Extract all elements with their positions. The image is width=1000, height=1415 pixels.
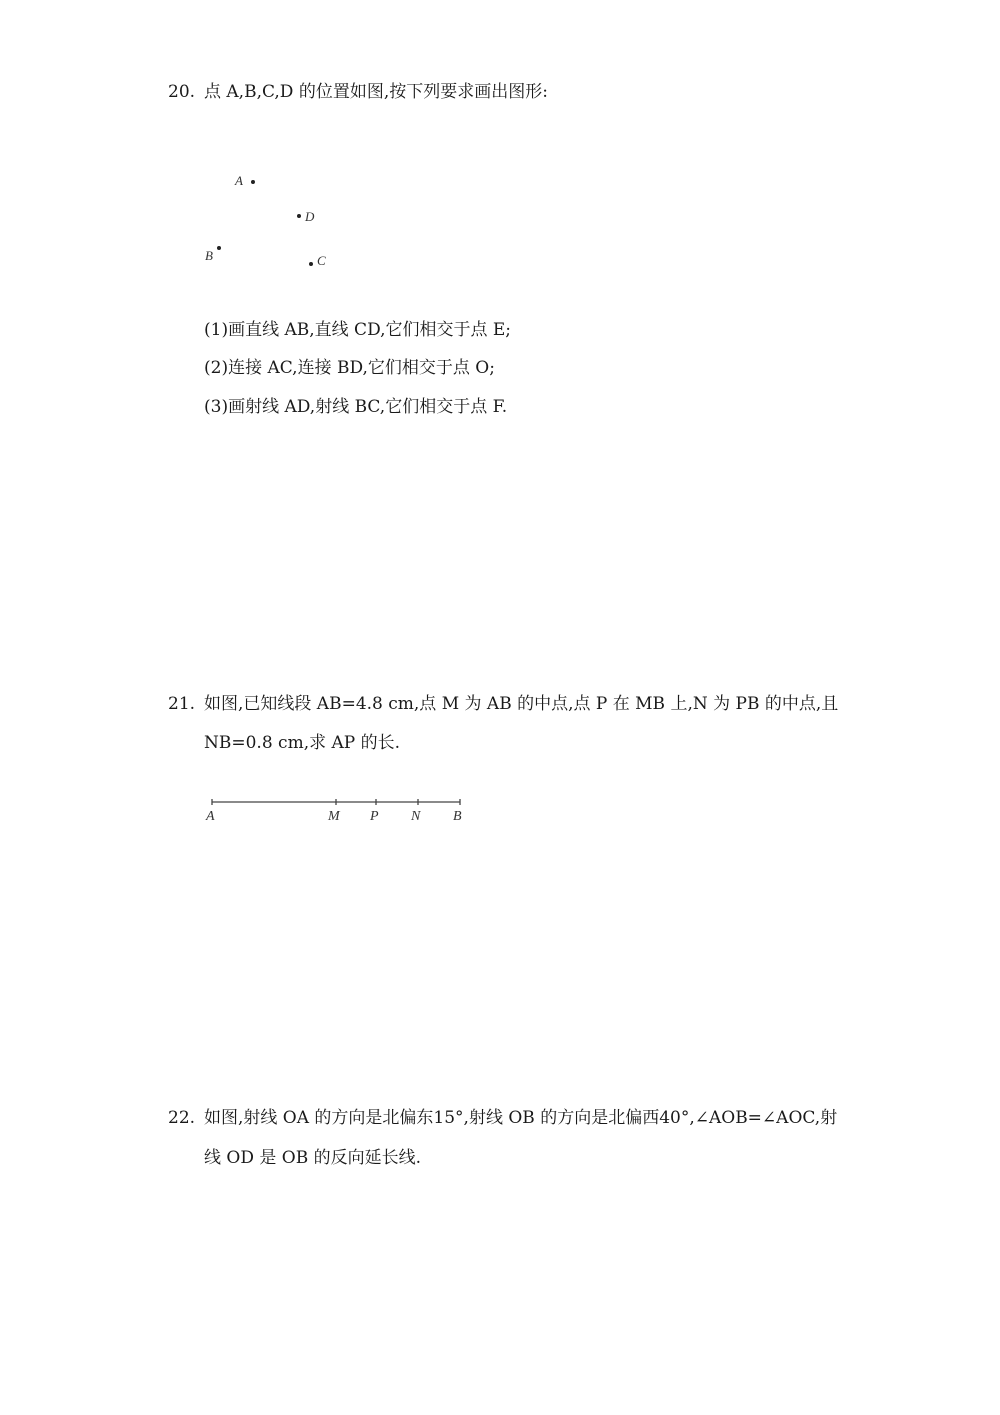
- label-b: B: [453, 809, 462, 824]
- point-d: [297, 214, 301, 218]
- label-p: P: [370, 809, 379, 824]
- point-c: [309, 262, 313, 266]
- q20-number: 20.: [168, 82, 196, 102]
- q20-stem: 点 A,B,C,D 的位置如图,按下列要求画出图形:: [204, 82, 548, 102]
- q21-line-2: NB=0.8 cm,求 AP 的长.: [204, 733, 401, 753]
- point-c-label: C: [317, 253, 326, 268]
- q22-line-2: 线 OD 是 OB 的反向延长线.: [204, 1148, 422, 1168]
- point-d-label: D: [305, 209, 315, 224]
- q20-item-2: (2)连接 AC,连接 BD,它们相交于点 O;: [204, 358, 495, 378]
- q22-number: 22.: [168, 1108, 196, 1128]
- label-n: N: [411, 809, 421, 824]
- q21-segment-figure: [200, 794, 480, 828]
- label-a: A: [206, 809, 215, 824]
- q22-line-1: 如图,射线 OA 的方向是北偏东15°,射线 OB 的方向是北偏西40°,∠AOB=∠AOC,射: [204, 1108, 838, 1128]
- point-b-label: B: [205, 248, 213, 263]
- q20-item-3: (3)画射线 AD,射线 BC,它们相交于点 F.: [204, 397, 508, 417]
- q20-points-figure: [195, 168, 355, 278]
- q21-line-1: 如图,已知线段 AB=4.8 cm,点 M 为 AB 的中点,点 P 在 MB 上,N 为 PB 的中点,且: [204, 694, 839, 714]
- point-a-label: A: [235, 173, 243, 188]
- label-m: M: [328, 809, 340, 824]
- point-a: [251, 180, 255, 184]
- point-b: [217, 246, 221, 250]
- q21-number: 21.: [168, 694, 196, 714]
- q20-item-1: (1)画直线 AB,直线 CD,它们相交于点 E;: [204, 320, 512, 340]
